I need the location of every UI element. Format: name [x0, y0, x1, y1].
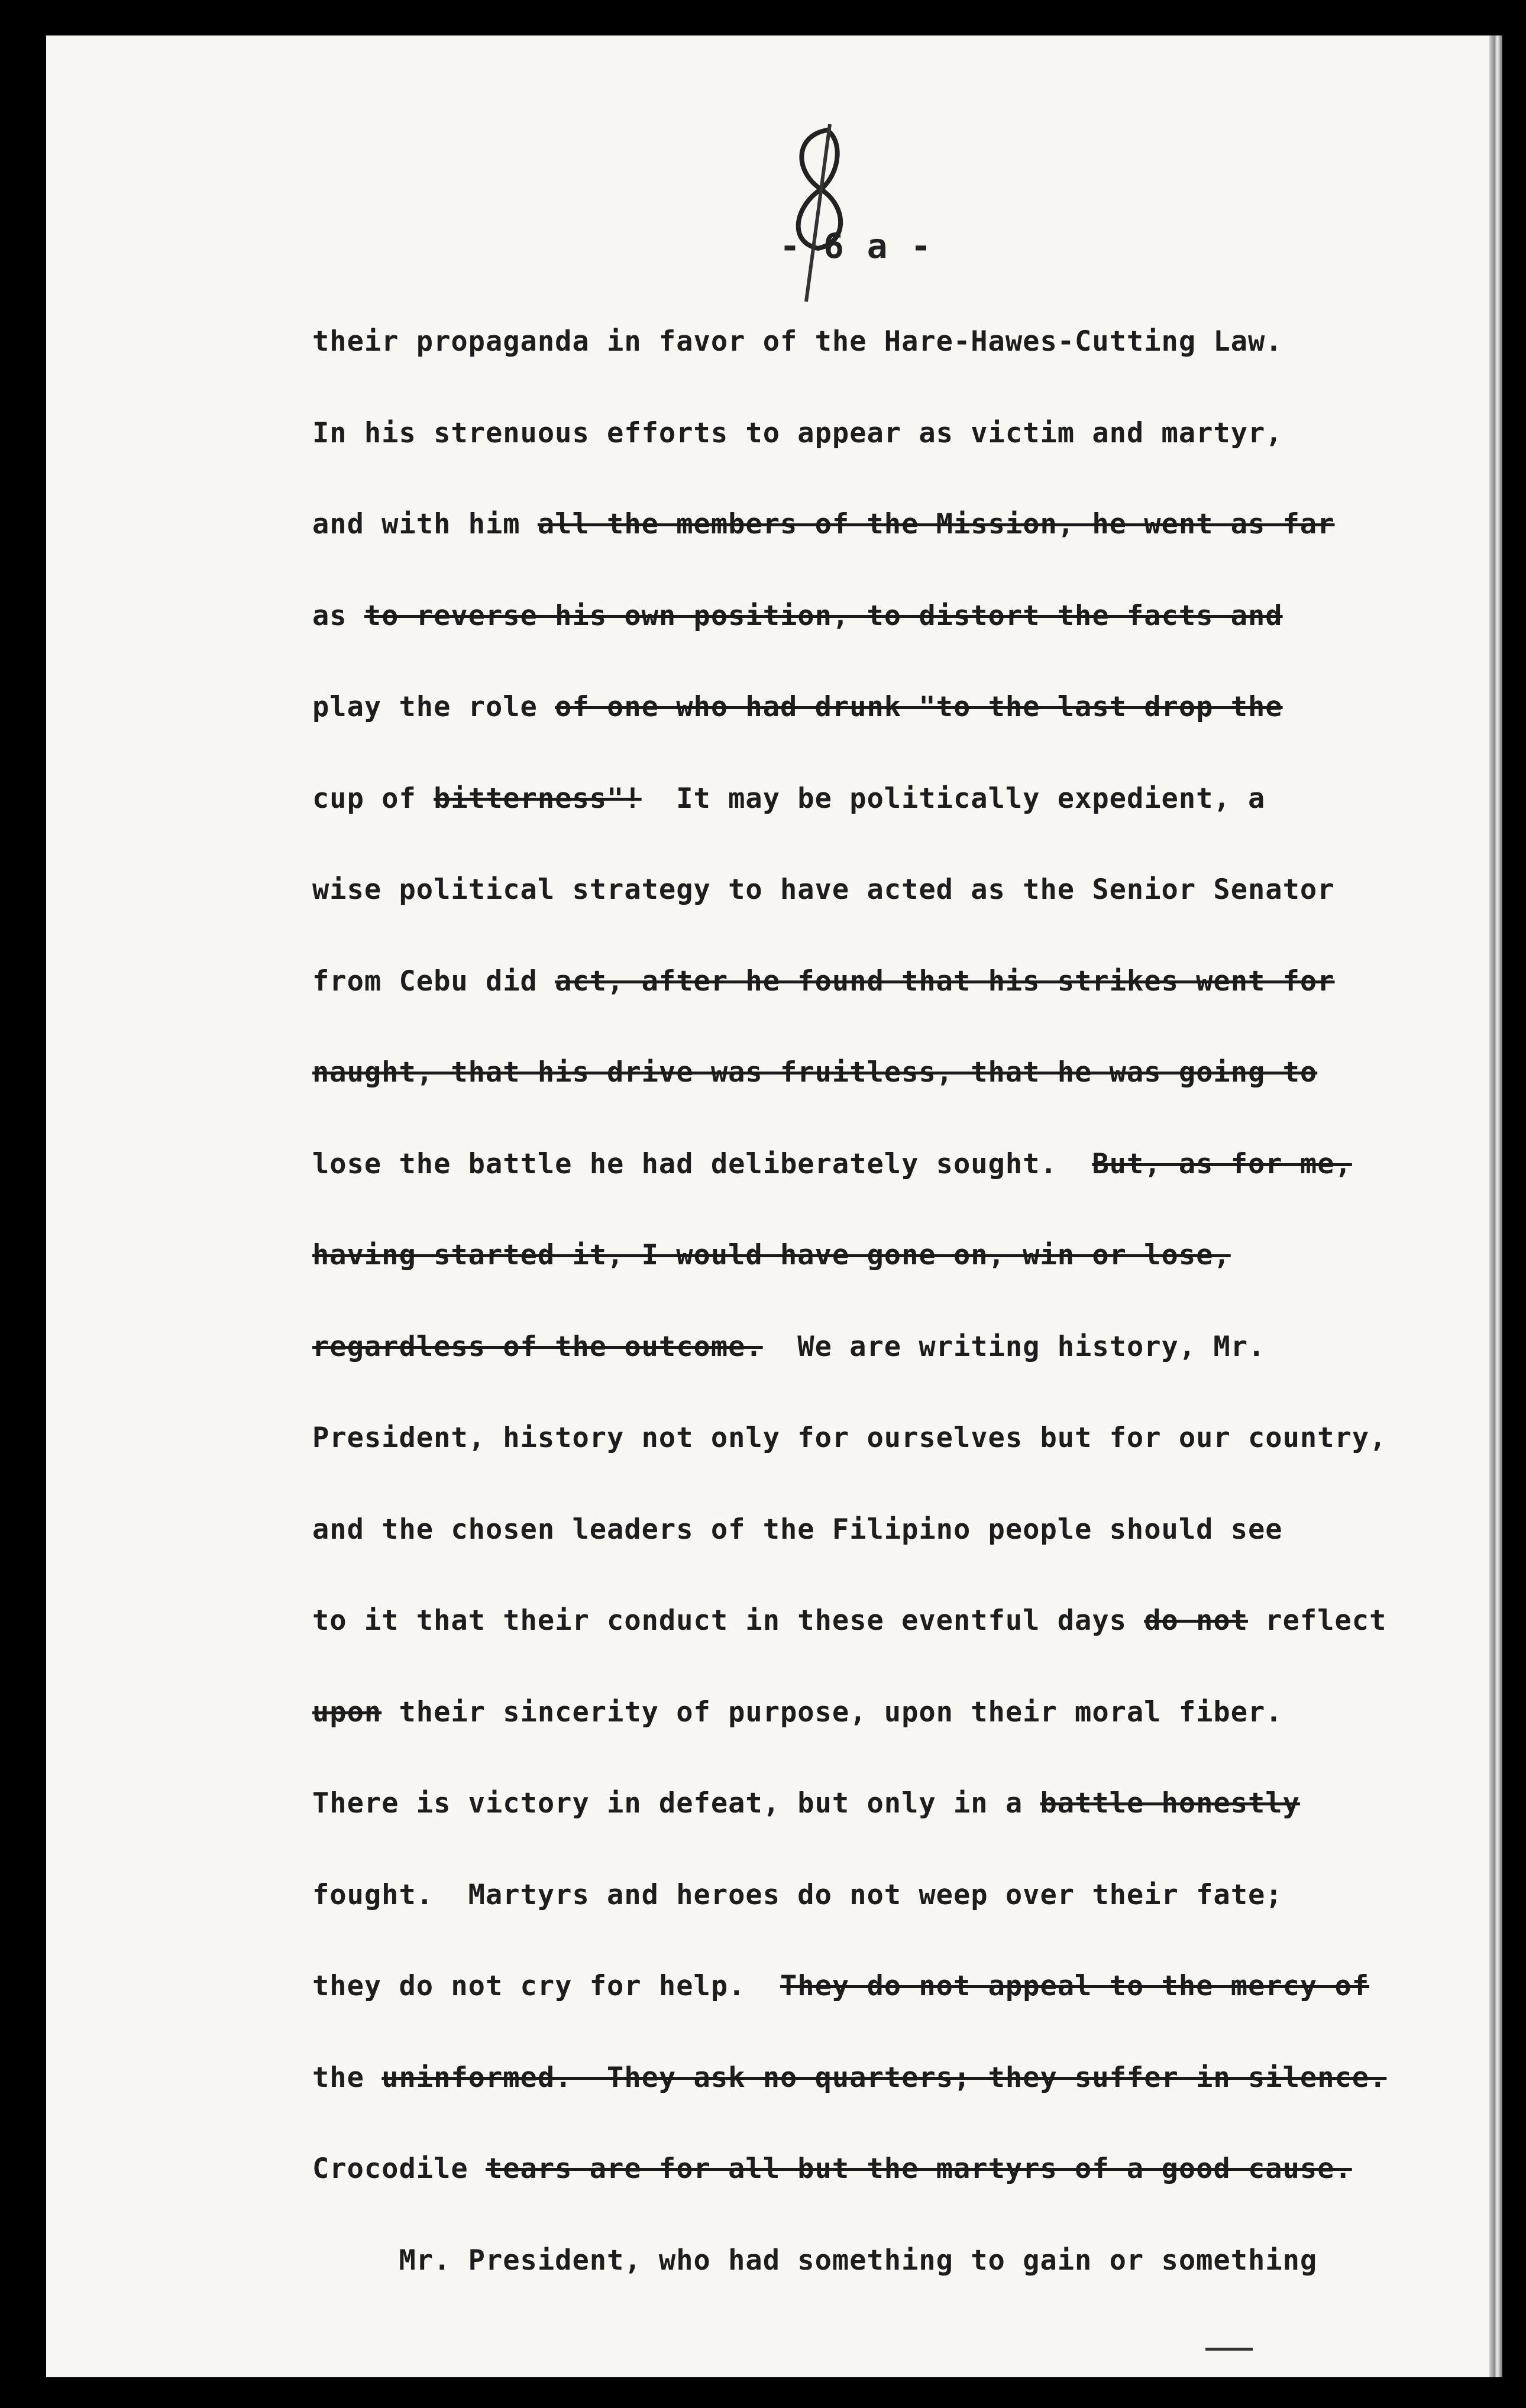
text-line: regardless of the outcome. We are writing history, Mr.	[312, 1330, 1266, 1363]
struck-text: act, after he found that his strikes went for	[555, 965, 1335, 998]
struck-text: upon	[312, 1695, 382, 1729]
struck-text: having started it, I would have gone on, win or lose,	[312, 1239, 1231, 1271]
text-line	[312, 1239, 1231, 1271]
struck-text: But, as for me,	[1092, 1147, 1352, 1180]
text-line: lose the battle he had deliberately sought. But, as for me,	[312, 1147, 1352, 1180]
text-line: play the role of one who had drunk "to the last drop the	[312, 691, 1283, 723]
struck-text: battle honestly	[1040, 1787, 1300, 1820]
struck-text: of one who had drunk "to the last drop the	[555, 691, 1283, 723]
struck-text: regardless of the outcome.	[312, 1330, 763, 1363]
text-line: from Cebu did act, after he found that his strikes went for	[312, 965, 1335, 998]
struck-text: naught, that his drive was fruitless, that he was going to	[312, 1056, 1318, 1089]
text-line: President, history not only for ourselves but for our country,	[312, 1422, 1387, 1454]
text-line: they do not cry for help. They do not appeal to the mercy of	[312, 1970, 1370, 2002]
page-edge	[1489, 35, 1502, 2377]
text-line: fought. Martyrs and heroes do not weep over their fate;	[312, 1878, 1283, 1911]
text-line: In his strenuous efforts to appear as victim and martyr,	[312, 416, 1283, 449]
struck-text: They do not appeal to the mercy of	[780, 1970, 1370, 2002]
text-line: their propaganda in favor of the Hare-Hawes-Cutting Law.	[312, 325, 1283, 358]
bottom-dash-mark	[1205, 2348, 1253, 2351]
struck-text: tears are for all but the martyrs of a good cause.	[485, 2153, 1352, 2185]
text-line: and the chosen leaders of the Filipino people should see	[312, 1513, 1283, 1546]
struck-text: all the members of the Mission, he went as far	[537, 508, 1335, 540]
text-line: and with him all the members of the Mission, he went as far	[312, 508, 1335, 540]
text-line: There is victory in defeat, but only in a battle honestly	[312, 1787, 1300, 1820]
document-page	[46, 35, 1489, 2377]
text-line: Crocodile tears are for all but the martyrs of a good cause.	[312, 2153, 1352, 2185]
text-line: to it that their conduct in these eventful days do not reflect	[312, 1604, 1387, 1637]
text-line: upon their sincerity of purpose, upon their moral fiber.	[312, 1695, 1283, 1729]
struck-text: to reverse his own position, to distort the facts and	[364, 599, 1283, 632]
text-line: Mr. President, who had something to gain or something	[312, 2244, 1318, 2277]
text-line	[312, 1056, 1317, 1089]
text-line: as to reverse his own position, to distort the facts and	[312, 599, 1283, 632]
text-line: the uninformed. They ask no quarters; they suffer in silence.	[312, 2061, 1387, 2094]
struck-text: bitterness"!	[434, 782, 642, 815]
struck-text: do not	[1144, 1604, 1249, 1637]
struck-text: uninformed. They ask no quarters; they suffer in silence.	[382, 2061, 1387, 2094]
text-line: cup of bitterness"! It may be politically expedient, a	[312, 782, 1266, 815]
handwritten-folio-8-mark	[771, 124, 865, 313]
text-line: wise political strategy to have acted as the Senior Senator	[312, 873, 1335, 906]
page-number: - 6 a -	[780, 226, 933, 266]
